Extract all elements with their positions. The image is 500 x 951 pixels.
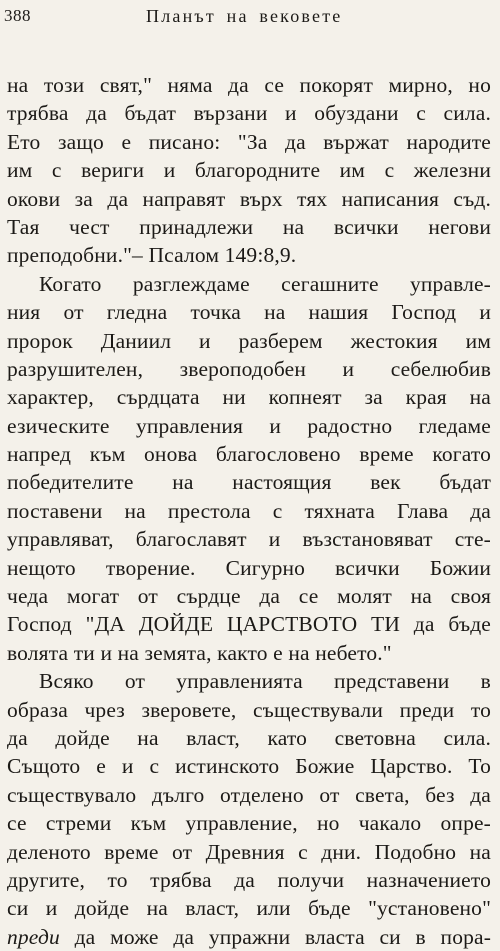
text-line: се стреми към управление, но чакало опре- <box>7 811 491 836</box>
text-line: Тая чест принадлежи на всички негови <box>7 214 491 239</box>
text-line: окови за да направят върх тях написания съд. <box>7 186 491 211</box>
text-line: другите, то трябва да получи назначението <box>7 867 491 892</box>
text-line: волята ти и на земята, както е на небето." <box>7 640 392 665</box>
text-line: им с вериги и благородните им с железни <box>7 158 491 183</box>
body-text <box>7 71 491 951</box>
text-line: Когато разглеждаме сегашните управле- <box>39 271 491 296</box>
text-line: управляват, благославят и възстановяват сте- <box>7 527 491 552</box>
italic-word: преди <box>7 924 60 949</box>
text-line: Всяко от управленията представени в <box>39 669 491 694</box>
text-line: трябва да бъдат вързани и обуздани с сила. <box>7 101 491 126</box>
text-line: образа чрез зверовете, съществували преди то <box>7 697 491 722</box>
text-line: поставени на престола с тяхната Глава да <box>7 498 491 523</box>
text-line: си и дойде на власт, или бъде "установено" <box>7 896 491 921</box>
text-line-rest: да може да упражни власта си в пора- <box>59 924 491 949</box>
text-line: преподобни."– Псалом 149:8,9. <box>7 243 297 268</box>
page-number: 388 <box>4 6 31 25</box>
text-line: езическите управления и радостно гледаме <box>7 413 491 438</box>
text-line: на този свят," няма да се покорят мирно, но <box>7 73 491 97</box>
text-line: деленото време от Древния с дни. Подобно на <box>7 839 491 864</box>
text-line: да дойде на власт, като световна сила. <box>7 725 491 750</box>
text-line: разрушителен, звероподобен и себелюбив <box>7 356 491 381</box>
text-line: Същото е и с истинското Божие Царство. То <box>7 754 491 779</box>
running-head: Планът на вековете <box>146 6 343 26</box>
text-line: съществувало дълго отделено от света, без да <box>7 782 491 807</box>
text-line: ния от гледна точка на нашия Господ и <box>7 300 491 325</box>
text-line: Ето защо е писано: "За да вържат народите <box>7 129 491 154</box>
text-line <box>7 923 491 951</box>
text-line: напред към онова благословено време когато <box>7 442 491 467</box>
text-line: победителите на настоящия век бъдат <box>7 470 491 495</box>
text-line: пророк Даниил и разберем жестокия им <box>7 328 491 353</box>
text-line: нещото творение. Сигурно всички Божии <box>7 555 491 580</box>
text-line: характер, сърдцата ни копнеят за края на <box>7 385 491 410</box>
text-line: чеда могат от сърдце да се молят на своя <box>7 584 491 609</box>
text-line: Господ "ДА ДОЙДЕ ЦАРСТВОТО ТИ да бъде <box>7 612 491 637</box>
